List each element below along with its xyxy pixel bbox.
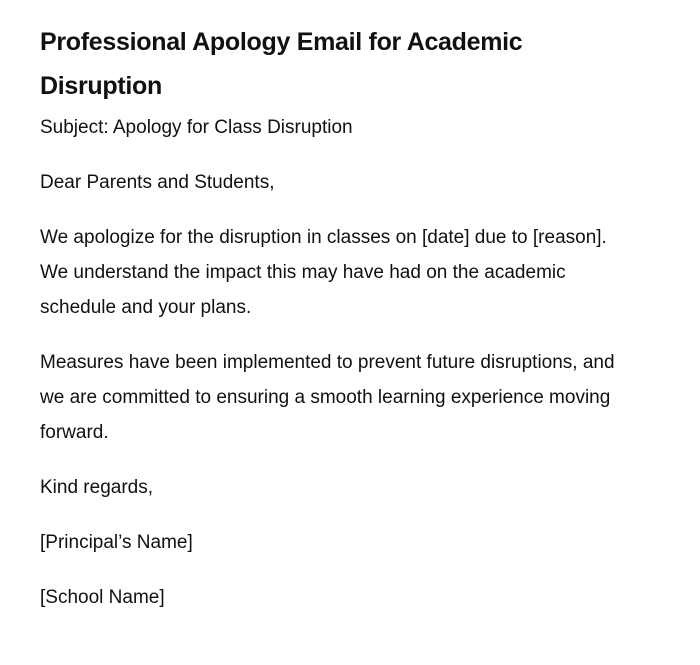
email-body-paragraph: Measures have been implemented to prevent future disruptions, and we are committed to ensuring a smooth learning experience moving forward. — [40, 352, 615, 443]
email-greeting: Dear Parents and Students, — [40, 172, 275, 193]
email-closing: Kind regards, — [40, 477, 154, 498]
email-subject: Subject: Apology for Class Disruption — [40, 117, 353, 138]
signature-school: [School Name] — [40, 587, 165, 608]
signature-name: [Principal’s Name] — [40, 532, 193, 553]
email-body-paragraph: We apologize for the disruption in classes on [date] due to [reason]. We understand the impact this may have had on the academic schedule and your plans. — [40, 227, 607, 318]
document-title: Professional Apology Email for Academic Disruption — [40, 28, 523, 100]
